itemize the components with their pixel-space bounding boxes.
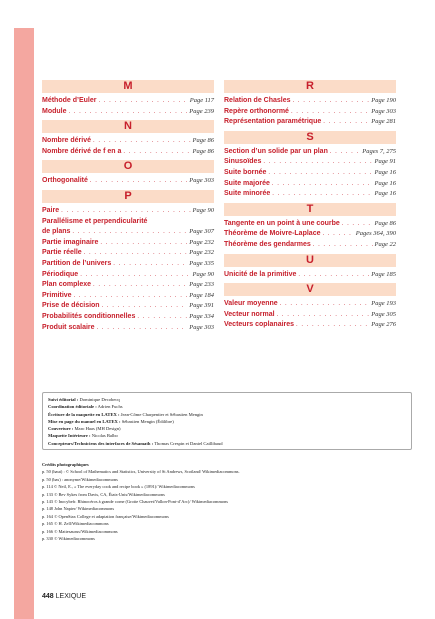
- index-section-m: [42, 80, 214, 117]
- leader-dots: [72, 227, 187, 238]
- entry-page: Page 276: [371, 321, 396, 329]
- index-entry: [224, 240, 396, 251]
- entry-label: Théorème des gendarmes: [224, 240, 311, 248]
- entry-label: Prise de décision: [42, 302, 100, 310]
- entry-label: Orthogonalité: [42, 177, 88, 185]
- entry-page: Page 193: [371, 300, 396, 308]
- entry-page: Page 303: [189, 323, 214, 331]
- credit-role: Maquette Intérieure :: [48, 433, 91, 439]
- entry-label: Tangente en un point à une courbe: [224, 219, 340, 227]
- index-entry: [224, 310, 396, 321]
- entry-label: Paire: [42, 206, 60, 214]
- entry-label: Partie réelle: [42, 249, 82, 257]
- entry-label: Unicité de la primitive: [224, 270, 297, 278]
- index-entry: [42, 270, 214, 281]
- index-entry: [42, 312, 214, 323]
- index-section-p: [42, 190, 214, 333]
- index-entry: [42, 280, 214, 291]
- leader-dots: [280, 299, 370, 310]
- footer-title: LEXIQUE: [55, 593, 86, 600]
- entry-label: Primitive: [42, 291, 72, 299]
- section-letter: M: [42, 80, 214, 93]
- index-entry: [42, 248, 214, 259]
- credit-name: Dominique Decobecq: [79, 397, 120, 402]
- page-footer: [42, 593, 86, 600]
- credit-line: [48, 411, 406, 418]
- leader-dots: [100, 238, 187, 249]
- entry-page: Page 334: [189, 312, 214, 320]
- photo-credit-line: p. 148 John Napier/ Wikimediacommons: [42, 506, 115, 512]
- index-section-s: [224, 131, 396, 200]
- photo-credit-line: p. 50 (haut) : © School of Mathematics and Statistics, University of St Andrews, Scotland/ Wikimediacommons.: [42, 469, 240, 475]
- leader-dots: [322, 229, 353, 240]
- index-entry: [42, 238, 214, 249]
- entry-page: Page 91: [374, 158, 396, 166]
- entry-label: Vecteur normal: [224, 310, 275, 318]
- index-entry: [42, 107, 214, 118]
- leader-dots: [263, 157, 372, 168]
- photo-credit-line: p. 165 © H. Zell/Wikimediacommons: [42, 521, 109, 527]
- entry-page: Page 232: [189, 249, 214, 257]
- entry-page: Pages 7, 275: [362, 147, 396, 155]
- leader-dots: [93, 136, 190, 147]
- leader-dots: [272, 179, 373, 190]
- leader-dots: [74, 291, 188, 302]
- credit-name: Sébastien Mengin (Édilibre): [121, 418, 174, 424]
- entry-page: Page 303: [371, 107, 396, 115]
- credit-role: Écriture de la maquette en LATEX :: [48, 411, 120, 417]
- index-section-r: [224, 80, 396, 128]
- leader-dots: [69, 107, 188, 118]
- entry-label: Théorème de Moivre-Laplace: [224, 230, 321, 238]
- leader-dots: [113, 259, 187, 270]
- entry-label: Suite minorée: [224, 190, 271, 198]
- index-entry: [224, 189, 396, 200]
- credit-name: Nicolas Balbo: [91, 433, 118, 439]
- credit-line: [48, 418, 406, 425]
- entry-label: Section d’un solide par un plan: [224, 147, 328, 155]
- entry-label: Probabilités conditionnelles: [42, 312, 136, 320]
- editorial-credits: [42, 392, 412, 450]
- entry-page: Page 305: [371, 310, 396, 318]
- photo-credit-line: p. 133 © Bev Sykes from Davis, CA, États-Unis/Wikimediacommons: [42, 491, 165, 497]
- entry-page: Page 90: [192, 270, 214, 278]
- photo-credit-line: p. 114 © Neil, E., « The everyday cook and recipe book » (1891)/ Wikimediacommons: [42, 484, 195, 490]
- entry-label: Repère orthonormé: [224, 107, 289, 115]
- leader-dots: [296, 320, 369, 331]
- entry-label: Plan complexe: [42, 281, 92, 289]
- leader-dots: [268, 168, 372, 179]
- index-entry: [42, 259, 214, 270]
- entry-page: Page 16: [374, 190, 396, 198]
- entry-label: Module: [42, 107, 67, 115]
- leader-dots: [102, 301, 188, 312]
- entry-label: Vecteurs coplanaires: [224, 321, 295, 329]
- index-entry: [42, 291, 214, 302]
- entry-label: Nombre dérivé de f en a: [42, 147, 122, 155]
- section-letter: P: [42, 190, 214, 203]
- photo-credits: [42, 461, 422, 542]
- credit-role: Coordination éditoriale :: [48, 404, 97, 410]
- index-entry: [224, 117, 396, 128]
- credit-role: Couverture :: [48, 426, 74, 432]
- index-entry: [42, 323, 214, 334]
- photo-credit-line: p. 166 © Mattesaurus/Wikimediacommons: [42, 528, 118, 534]
- photo-credit-line: p. 330 © Wikimediacommons: [42, 536, 95, 542]
- section-letter: V: [224, 283, 396, 296]
- index-entry: [224, 270, 396, 281]
- index-entry: [224, 107, 396, 118]
- entry-label: Parallélisme et perpendicularité: [42, 217, 148, 225]
- index-entry: [42, 206, 214, 217]
- credit-role: Mise en page du manuel en LATEX :: [48, 418, 121, 424]
- photo-credit-line: p. 50 (bas) : anonyme/Wikimediacommons: [42, 476, 118, 482]
- index-section-t: [224, 203, 396, 251]
- credit-name: Jean-Côme Charpentier et Sébastien Mengin: [120, 411, 203, 417]
- entry-page: Page 16: [374, 179, 396, 187]
- entry-page: Page 281: [371, 118, 396, 126]
- entry-label: Relation de Chasles: [224, 97, 291, 104]
- entry-label: Sinusoïdes: [224, 158, 262, 166]
- credit-line: [48, 440, 406, 447]
- index-entry: [42, 176, 214, 187]
- leader-dots: [97, 323, 188, 334]
- entry-page: Page 184: [189, 291, 214, 299]
- entry-page: Page 335: [189, 259, 214, 267]
- leader-dots: [293, 96, 370, 107]
- entry-page: Page 239: [189, 107, 214, 115]
- entry-page: Page 117: [189, 97, 214, 104]
- credit-line: [48, 396, 406, 403]
- entry-page: Page 16: [374, 168, 396, 176]
- section-letter: O: [42, 160, 214, 173]
- index-section-u: [224, 254, 396, 281]
- entry-label: Méthode d’Euler: [42, 97, 97, 104]
- entry-page: Page 86: [192, 137, 214, 145]
- index-section-o: [42, 160, 214, 187]
- index-column-left: [42, 80, 214, 336]
- entry-page: Page 391: [189, 302, 214, 310]
- entry-page: Page 22: [374, 240, 396, 248]
- page-number: 448: [42, 593, 54, 600]
- entry-label: Partition de l’univers: [42, 259, 112, 267]
- side-color-bar: [14, 28, 34, 619]
- entry-label: Produit scalaire: [42, 323, 95, 331]
- index-section-n: [42, 120, 214, 157]
- entry-label: Représentation paramétrique: [224, 118, 322, 126]
- index-entry: [224, 96, 396, 107]
- entry-page: Page 233: [189, 281, 214, 289]
- index-entry: [42, 136, 214, 147]
- section-letter: R: [224, 80, 396, 93]
- entry-label: Valeur moyenne: [224, 300, 278, 308]
- leader-dots: [61, 206, 190, 217]
- index-entry: [224, 219, 396, 230]
- leader-dots: [277, 310, 370, 321]
- leader-dots: [291, 107, 369, 118]
- section-letter: T: [224, 203, 396, 216]
- credit-name: Adrien Fuchs: [97, 404, 123, 410]
- entry-page: Page 232: [189, 238, 214, 246]
- leader-dots: [84, 248, 188, 259]
- entry-page: Page 303: [189, 177, 214, 185]
- index-entry: [224, 147, 396, 158]
- index-entry: [224, 320, 396, 331]
- index-entry: [42, 147, 214, 158]
- credit-line: [48, 425, 406, 432]
- section-letter: U: [224, 254, 396, 267]
- leader-dots: [342, 219, 373, 230]
- credit-name: Maro Haas (MH Design): [74, 426, 121, 432]
- credit-name: Thomas Crespin et Daniel Caillibaud: [154, 440, 223, 446]
- entry-label: Suite majorée: [224, 179, 270, 187]
- entry-label: Nombre dérivé: [42, 137, 92, 145]
- index-entry: [224, 229, 396, 240]
- entry-page: Pages 364, 390: [355, 230, 396, 238]
- entry-label: Périodique: [42, 270, 79, 278]
- entry-page: Page 86: [374, 219, 396, 227]
- leader-dots: [98, 96, 187, 107]
- index-entry: [224, 179, 396, 190]
- index-entry: [224, 299, 396, 310]
- credit-line: [48, 403, 406, 410]
- leader-dots: [298, 270, 369, 281]
- leader-dots: [80, 270, 190, 281]
- index-entry: [224, 168, 396, 179]
- leader-dots: [137, 312, 187, 323]
- entry-label: Partie imaginaire: [42, 238, 99, 246]
- entry-page: Page 190: [371, 97, 396, 104]
- credit-role: Suivi éditorial :: [48, 397, 79, 402]
- index-entry: [224, 157, 396, 168]
- leader-dots: [323, 117, 369, 128]
- photo-credit-line: p. 143 © Inocybefr. Rhinocéros à grande corne (Grotte Chauvet/Vallon-Pont-d’Arc)/ Wikimediacommons: [42, 499, 228, 505]
- leader-dots: [90, 176, 187, 187]
- index-section-v: [224, 283, 396, 331]
- index-column-right: [224, 80, 396, 334]
- entry-page: Page 307: [189, 228, 214, 236]
- leader-dots: [93, 280, 187, 291]
- leader-dots: [123, 147, 190, 158]
- index-entry: [42, 96, 214, 107]
- photo-credit-line: p. 164 © OpenStax College et adaptation française/Wikimediacommons: [42, 513, 169, 519]
- entry-page: Page 86: [192, 147, 214, 155]
- index-entry: [42, 217, 214, 238]
- leader-dots: [330, 147, 360, 158]
- entry-page: Page 90: [192, 206, 214, 214]
- credit-line: [48, 432, 406, 439]
- entry-label-continued: de plans: [42, 228, 71, 236]
- entry-label: Suite bornée: [224, 168, 267, 176]
- leader-dots: [272, 189, 372, 200]
- credit-role: Concepteurs/Techniciens des interfaces de Sésamath :: [48, 440, 154, 446]
- entry-page: Page 185: [371, 270, 396, 278]
- leader-dots: [313, 240, 373, 251]
- section-letter: S: [224, 131, 396, 144]
- photo-credits-title: Crédits photographiques: [42, 462, 89, 467]
- index-entry: [42, 301, 214, 312]
- section-letter: N: [42, 120, 214, 133]
